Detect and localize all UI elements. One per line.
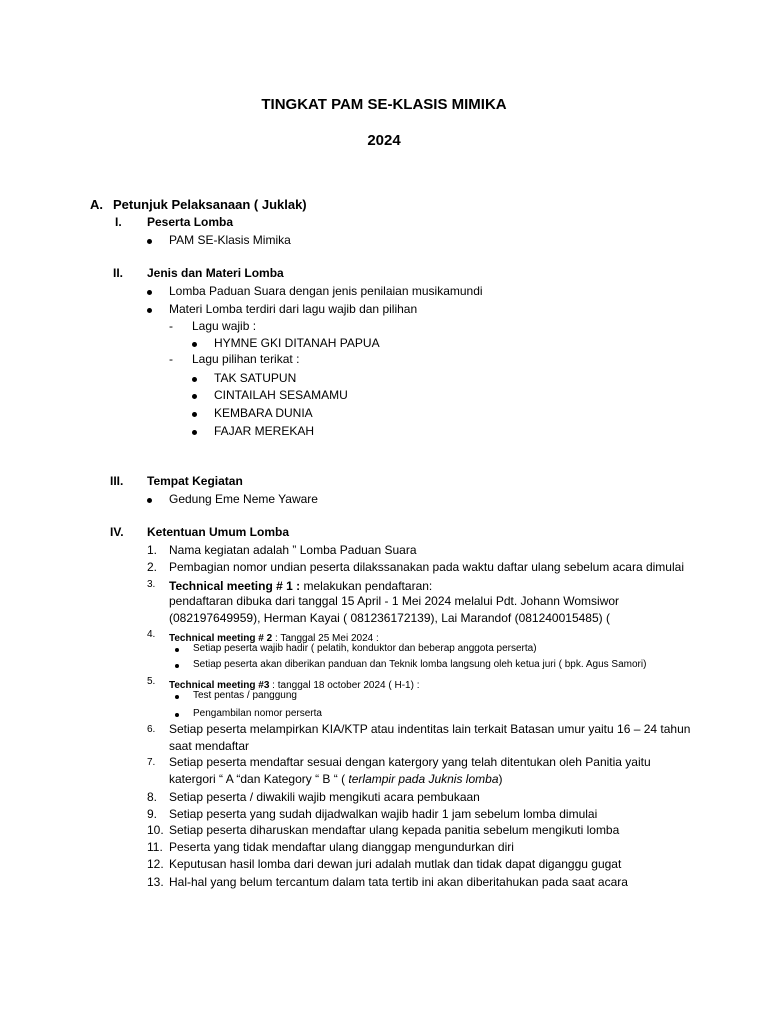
item-number: 12. [147, 857, 164, 871]
section-ii-marker: II. [113, 266, 124, 280]
bullet-icon [192, 377, 197, 382]
rule-item-bold: Technical meeting # 2 [169, 633, 273, 644]
bullet-icon [147, 308, 152, 313]
bullet-icon [192, 394, 197, 399]
rule-item: Setiap peserta diharuskan mendaftar ulang kepada panitia sebelum mengikuti lomba [169, 823, 620, 837]
bullet-icon [175, 713, 179, 717]
song-item: HYMNE GKI DITANAH PAPUA [214, 336, 380, 350]
rule-item-text: ) [498, 772, 503, 786]
section-iii-marker: III. [110, 474, 124, 488]
section-i-marker: I. [115, 215, 122, 229]
rule-item: Setiap peserta mendaftar sesuai dengan katergory yang telah ditentukan oleh Panitia yaitu [169, 755, 651, 769]
document-title: TINGKAT PAM SE-KLASIS MIMIKA [261, 96, 507, 113]
section-iv-title: Ketentuan Umum Lomba [147, 525, 290, 539]
sub-item: Setiap peserta wajib hadir ( pelatih, konduktor dan beberap anggota perserta) [193, 643, 537, 654]
song-item: CINTAILAH SESAMAMU [214, 388, 348, 402]
song-item: TAK SATUPUN [214, 371, 297, 385]
rule-item: Nama kegiatan adalah ” Lomba Paduan Suara [169, 543, 417, 557]
list-item: Lomba Paduan Suara dengan jenis penilaian musikamundi [169, 284, 483, 298]
rule-item: Setiap peserta melampirkan KIA/KTP atau indentitas lain terkait Batasan umur yaitu 16 – 24 tahun [169, 722, 691, 736]
rule-item-text: : tanggal 18 october 2024 ( H-1) : [269, 680, 420, 691]
item-number: 5. [147, 676, 156, 687]
section-a-marker: A. [90, 197, 103, 212]
bullet-icon [147, 290, 152, 295]
dash-marker: - [169, 319, 173, 333]
document-year: 2024 [367, 132, 401, 149]
lagu-wajib-label: Lagu wajib : [192, 319, 257, 333]
bullet-icon [192, 412, 197, 417]
list-item: Gedung Eme Neme Yaware [169, 492, 318, 506]
list-item: PAM SE-Klasis Mimika [169, 233, 291, 247]
item-number: 3. [147, 579, 156, 590]
bullet-icon [175, 648, 179, 652]
list-item: Materi Lomba terdiri dari lagu wajib dan pilihan [169, 302, 418, 316]
item-number: 2. [147, 560, 158, 574]
rule-item: Keputusan hasil lomba dari dewan juri adalah mutlak dan tidak dapat diganggu gugat [169, 857, 622, 871]
item-number: 1. [147, 543, 158, 557]
song-item: KEMBARA DUNIA [214, 406, 313, 420]
rule-item: Hal-hal yang belum tercantum dalam tata tertib ini akan diberitahukan pada saat acara [169, 875, 628, 889]
rule-item-bold: Technical meeting # 1 : [169, 579, 301, 593]
rule-item: Setiap peserta yang sudah dijadwalkan wajib hadir 1 jam sebelum lomba dimulai [169, 807, 598, 821]
sub-item: Test pentas / panggung [193, 690, 297, 701]
rule-item: Peserta yang tidak mendaftar ulang dianggap mengundurkan diri [169, 840, 514, 854]
item-number: 9. [147, 807, 158, 821]
section-iv-marker: IV. [110, 525, 124, 539]
bullet-icon [147, 498, 152, 503]
item-number: 6. [147, 724, 156, 735]
rule-item-text: katergori “ A “dan Kategory “ B “ ( [169, 772, 349, 786]
item-number: 11. [147, 840, 163, 854]
bullet-icon [192, 342, 197, 347]
bullet-icon [175, 664, 179, 668]
section-a-title: Petunjuk Pelaksanaan ( Juklak) [113, 197, 307, 212]
sub-item: Setiap peserta akan diberikan panduan dan Teknik lomba langsung oleh ketua juri ( bpk. Agus Samori) [193, 659, 647, 670]
rule-item: Pembagian nomor undian peserta dilakssanakan pada waktu daftar ulang sebelum acara dimulai [169, 560, 684, 574]
bullet-icon [147, 239, 152, 244]
item-number: 8. [147, 790, 158, 804]
item-number: 10. [147, 823, 164, 837]
rule-item: Setiap peserta / diwakili wajib mengikuti acara pembukaan [169, 790, 480, 804]
rule-item [169, 577, 432, 595]
item-number: 4. [147, 629, 156, 640]
section-iii-title: Tempat Kegiatan [147, 474, 243, 488]
bullet-icon [175, 695, 179, 699]
bullet-icon [192, 430, 197, 435]
sub-item: Pengambilan nomor perserta [193, 708, 322, 719]
section-ii-title: Jenis dan Materi Lomba [147, 266, 284, 280]
item-number: 7. [147, 757, 156, 768]
song-item: FAJAR MEREKAH [214, 424, 315, 438]
rule-item-text: : Tanggal 25 Mei 2024 : [272, 633, 379, 644]
rule-item-continuation: pendaftaran dibuka dari tanggal 15 April - 1 Mei 2024 melalui Pdt. Johann Womsiwor [169, 594, 620, 608]
section-i-title: Peserta Lomba [147, 215, 234, 229]
rule-item-continuation [169, 772, 503, 786]
item-number: 13. [147, 875, 164, 889]
lagu-pilihan-label: Lagu pilihan terikat : [192, 352, 300, 366]
rule-item-continuation: saat mendaftar [169, 739, 250, 753]
rule-item-italic: terlampir pada Juknis lomba [348, 772, 499, 786]
rule-item-text: melakukan pendaftaran: [300, 579, 433, 593]
dash-marker: - [169, 352, 173, 366]
rule-item-bold: Technical meeting #3 [169, 680, 270, 691]
rule-item-continuation: (082197649959), Herman Kayai ( 081236172139), Lai Marandof (081240015485) ( [169, 611, 610, 625]
